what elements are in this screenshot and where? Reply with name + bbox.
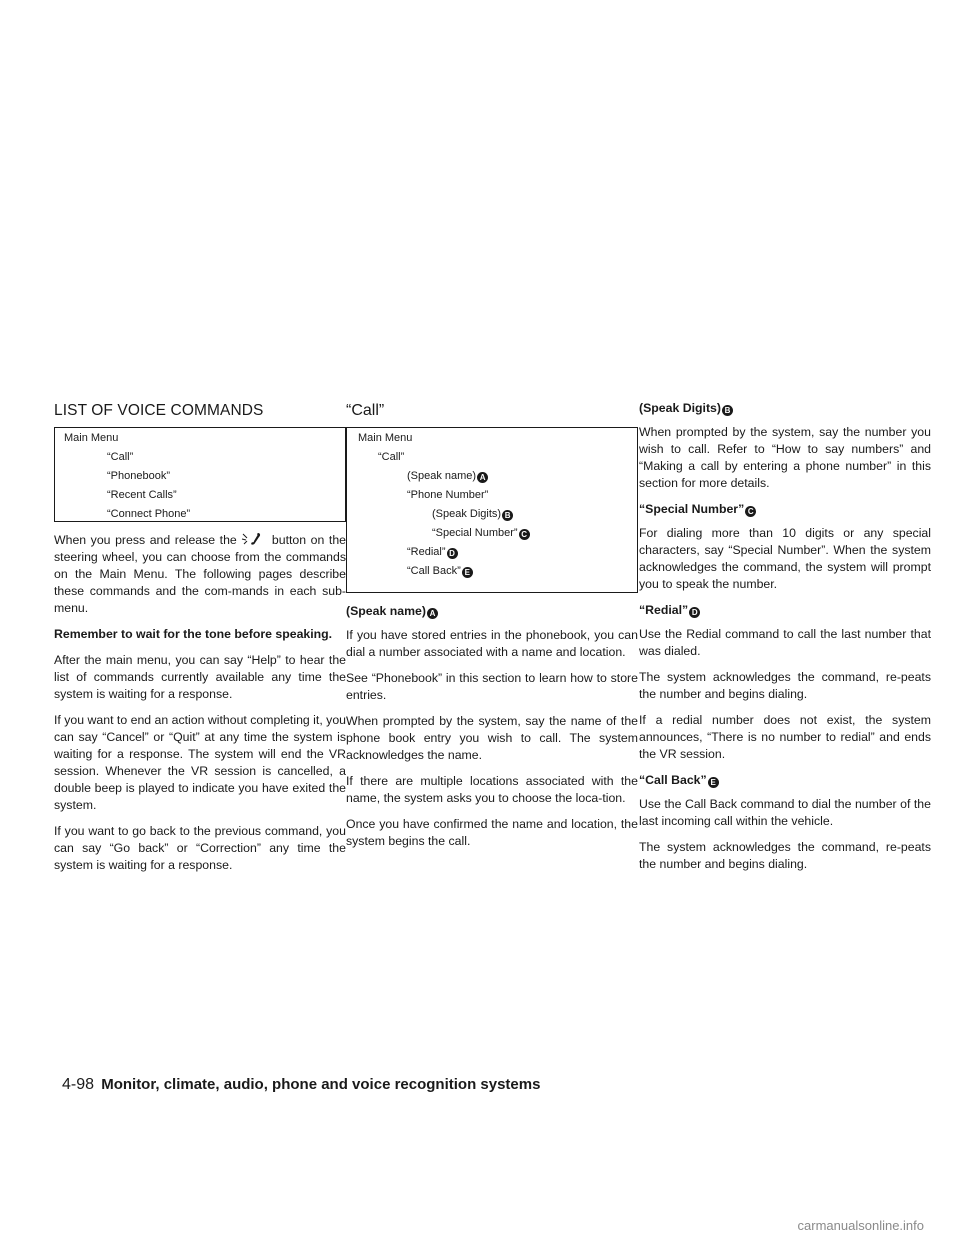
marker-b-icon: B bbox=[502, 510, 513, 521]
marker-a-icon: A bbox=[427, 608, 438, 619]
call-menu-box bbox=[346, 427, 638, 593]
marker-a-icon: A bbox=[477, 472, 488, 483]
subheading-speak-name: (Speak name) A bbox=[346, 603, 638, 620]
menu-item-phonebook: “Phonebook” bbox=[107, 470, 170, 482]
call-menu-call-back: “Call Back” E bbox=[347, 562, 637, 581]
chapter-title: Monitor, climate, audio, phone and voice recognition systems bbox=[101, 1076, 541, 1093]
page-number: 4-98 bbox=[62, 1076, 95, 1093]
paragraph-stored-entries: If you have stored entries in the phonebook, you can dial a number associated with a name and location. bbox=[346, 628, 638, 659]
paragraph-speak-digits: When prompted by the system, say the number you wish to call. Refer to “How to say numbers” and “Making a call by entering a phone number” in this section for more details. bbox=[639, 425, 931, 490]
paragraph-redial-2: The system acknowledges the command, re-peats the number and begins dialing. bbox=[639, 670, 931, 701]
paragraph-help: After the main menu, you can say “Help” to hear the list of commands currently available any time the system is waiting for a response. bbox=[54, 653, 346, 701]
call-menu-special-number: “Special Number” C bbox=[347, 524, 637, 543]
main-menu-box bbox=[54, 427, 346, 522]
page-footer bbox=[62, 1076, 540, 1094]
menu-item-connect-phone: “Connect Phone” bbox=[107, 508, 191, 520]
call-menu-call: “Call” bbox=[378, 451, 405, 463]
intro-before-icon: When you press and release the bbox=[54, 533, 237, 547]
subheading-special-number: “Special Number” C bbox=[639, 501, 931, 518]
call-menu-phone-number: “Phone Number” bbox=[407, 489, 489, 501]
call-menu-speak-digits: (Speak Digits) B bbox=[347, 505, 637, 524]
column-2 bbox=[346, 400, 638, 859]
paragraph-call-back-2: The system acknowledges the command, re-peats the number and begins dialing. bbox=[639, 840, 931, 871]
call-menu-root: Main Menu bbox=[358, 432, 413, 444]
menu-root: Main Menu bbox=[64, 432, 119, 444]
paragraph-redial-1: Use the Redial command to call the last number that was dialed. bbox=[639, 627, 931, 658]
menu-item-call: “Call” bbox=[107, 451, 134, 463]
call-menu-redial: “Redial” D bbox=[347, 543, 637, 562]
marker-b-icon: B bbox=[722, 405, 733, 416]
marker-d-icon: D bbox=[689, 607, 700, 618]
column-1 bbox=[54, 400, 346, 883]
voice-recognition-icon bbox=[241, 532, 267, 546]
section-heading-call: “Call” bbox=[346, 402, 385, 419]
paragraph-call-back-1: Use the Call Back command to dial the number of the last incoming call within the vehicle. bbox=[639, 797, 931, 828]
paragraph-go-back: If you want to go back to the previous command, you can say “Go back” or “Correction” any time the system is waiting for a response. bbox=[54, 824, 346, 872]
marker-e-icon: E bbox=[708, 777, 719, 788]
paragraph-redial-3: If a redial number does not exist, the system announces, “There is no number to redial” and ends the VR session. bbox=[639, 713, 931, 761]
paragraph-intro bbox=[54, 532, 346, 617]
section-heading-voice-commands: LIST OF VOICE COMMANDS bbox=[54, 402, 264, 419]
paragraph-multiple-locations: If there are multiple locations associated with the name, the system asks you to choose the loca-tion. bbox=[346, 774, 638, 805]
paragraph-confirmed: Once you have confirmed the name and location, the system begins the call. bbox=[346, 817, 638, 848]
call-menu-speak-name: (Speak name) A bbox=[347, 467, 637, 486]
watermark-text: carmanualsonline.info bbox=[797, 1218, 924, 1233]
column-3 bbox=[639, 400, 931, 882]
subheading-call-back: “Call Back” E bbox=[639, 772, 931, 789]
marker-c-icon: C bbox=[745, 506, 756, 517]
paragraph-wait-tone: Remember to wait for the tone before speaking. bbox=[54, 627, 333, 641]
paragraph-see-phonebook: See “Phonebook” in this section to learn how to store entries. bbox=[346, 671, 638, 702]
marker-d-icon: D bbox=[447, 548, 458, 559]
menu-item-recent-calls: “Recent Calls” bbox=[107, 489, 177, 501]
paragraph-cancel: If you want to end an action without completing it, you can say “Cancel” or “Quit” at any time the system is waiting for a response. The system will end the VR session. Whenever the VR session is cancelled, a double beep is played to indicate you have exited the system. bbox=[54, 713, 346, 812]
paragraph-prompted-name: When prompted by the system, say the name of the phone book entry you wish to call. The system acknowledges the name. bbox=[346, 714, 638, 762]
marker-c-icon: C bbox=[519, 529, 530, 540]
intro-after-icon: button on the steering wheel, you can choose from the commands on the Main Menu. The following pages describe these commands and the com-mands in each sub-menu. bbox=[54, 533, 346, 615]
paragraph-special-number: For dialing more than 10 digits or any special characters, say “Special Number”. When the system acknowledges the command, the system will prompt you to speak the number. bbox=[639, 526, 931, 591]
subheading-speak-digits: (Speak Digits) B bbox=[639, 400, 931, 417]
subheading-redial: “Redial” D bbox=[639, 602, 931, 619]
marker-e-icon: E bbox=[462, 567, 473, 578]
